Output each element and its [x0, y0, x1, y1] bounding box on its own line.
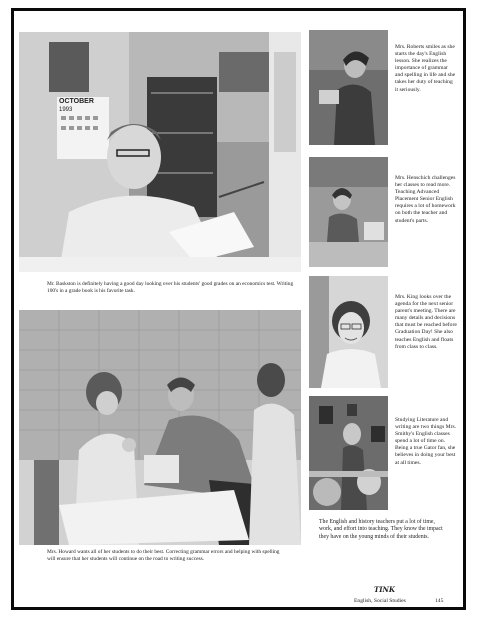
footer-page-number: 145: [435, 598, 444, 604]
caption-teacher-with-students: Mrs. Howard wants all of her students to do their best. Correcting grammar errors and helping with spelling will ensure that her students will continue on the road to writing success.: [47, 549, 280, 562]
photo-teacher-at-desk: [19, 32, 301, 272]
photo-teacher-with-students: [19, 310, 301, 545]
caption-mrs-king: Mrs. King looks over the agenda for the next senior parent's meeting. There are many details and decisions that must be reached before Graduation Day! She also teaches English and floats from class to class.: [395, 294, 457, 350]
caption-mrs-smithy: Studying Literature and writing are two things Mrs. Smithy's English classes spend a lot of time on. Being a true Gator fan, she believes in doing your best at all times.: [395, 417, 457, 466]
photo-mrs-smithy: [309, 396, 388, 510]
photo-mrs-henschich: [309, 157, 388, 267]
calendar-year-text: 1993: [59, 107, 73, 113]
photo-mrs-roberts: [309, 30, 388, 145]
photo-mrs-king: [309, 276, 388, 388]
caption-teacher-at-desk: Mr. Baskston is definitely having a good day looking over his students' good grades on an economics test. Writing 100's in a grade book is his favorite task.: [47, 281, 294, 294]
calendar-month-text: OCTOBER: [59, 98, 94, 105]
caption-mrs-roberts: Mrs. Roberts smiles as she starts the day's English lesson. She realizes the importance of grammar and spelling in life and she takes her duty of teaching it seriously.: [395, 44, 456, 93]
yearbook-logo: TINK: [374, 585, 395, 594]
page-border: [11, 8, 466, 610]
closing-paragraph: The English and history teachers put a lot of time, work, and effort into teaching. They know the impact they have on the young minds of their students.: [319, 519, 443, 540]
caption-mrs-henschich: Mrs. Henschich challenges her classes to read more. Teaching Advanced Placement Senior English requires a lot of homework on both the teacher and student's parts.: [395, 175, 456, 224]
footer-section-title: English, Social Studies: [354, 598, 406, 604]
